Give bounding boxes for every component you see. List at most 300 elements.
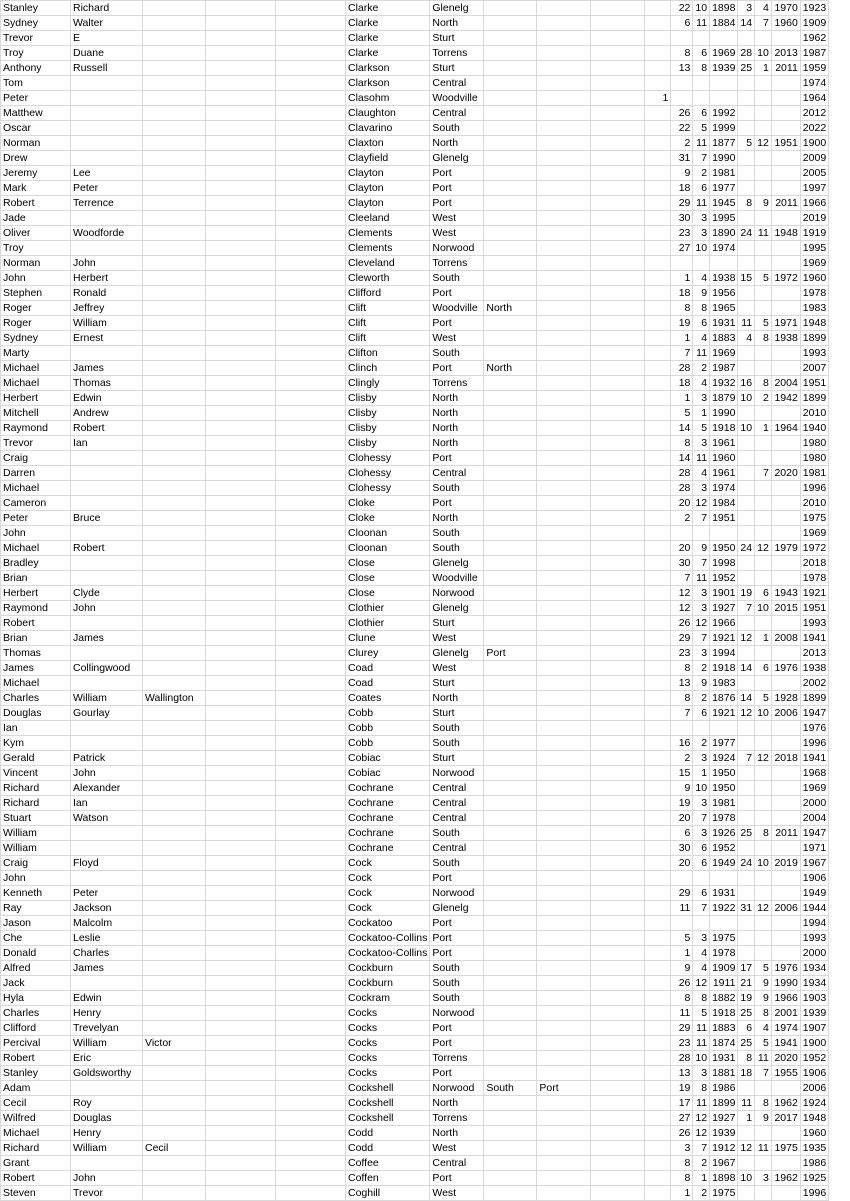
- table-cell[interactable]: [484, 991, 537, 1006]
- table-cell[interactable]: 11: [738, 316, 755, 331]
- table-cell[interactable]: 6: [738, 1021, 755, 1036]
- table-cell[interactable]: 1874: [710, 1036, 738, 1051]
- table-cell[interactable]: [645, 121, 671, 136]
- table-cell[interactable]: 1981: [710, 166, 738, 181]
- table-cell[interactable]: [206, 181, 276, 196]
- table-cell[interactable]: [206, 826, 276, 841]
- table-cell[interactable]: [484, 331, 537, 346]
- table-cell[interactable]: [276, 901, 346, 916]
- table-cell[interactable]: 12: [755, 136, 772, 151]
- table-cell[interactable]: [484, 1171, 537, 1186]
- table-cell[interactable]: 1983: [710, 676, 738, 691]
- table-cell[interactable]: 8: [671, 436, 693, 451]
- table-cell[interactable]: [276, 1141, 346, 1156]
- table-cell[interactable]: 9: [671, 781, 693, 796]
- table-cell[interactable]: 1949: [710, 856, 738, 871]
- table-cell[interactable]: 8: [693, 1081, 710, 1096]
- table-cell[interactable]: 20: [671, 856, 693, 871]
- table-cell[interactable]: 19: [671, 796, 693, 811]
- table-cell[interactable]: [484, 616, 537, 631]
- table-cell[interactable]: [276, 1096, 346, 1111]
- table-cell[interactable]: 10: [693, 1, 710, 16]
- table-cell[interactable]: 31: [738, 901, 755, 916]
- table-cell[interactable]: [755, 676, 772, 691]
- table-cell[interactable]: [755, 451, 772, 466]
- table-cell[interactable]: Edwin: [71, 991, 143, 1006]
- table-cell[interactable]: [645, 1111, 671, 1126]
- table-cell[interactable]: 1924: [800, 1096, 828, 1111]
- table-cell[interactable]: [537, 106, 591, 121]
- table-cell[interactable]: 1: [671, 271, 693, 286]
- table-cell[interactable]: [537, 1111, 591, 1126]
- table-cell[interactable]: 1966: [710, 616, 738, 631]
- table-cell[interactable]: [645, 31, 671, 46]
- table-cell[interactable]: [693, 91, 710, 106]
- table-cell[interactable]: 2013: [800, 646, 828, 661]
- table-cell[interactable]: [591, 946, 645, 961]
- table-cell[interactable]: 6: [755, 661, 772, 676]
- table-cell[interactable]: Roy: [71, 1096, 143, 1111]
- table-cell[interactable]: 1898: [710, 1, 738, 16]
- table-cell[interactable]: [276, 211, 346, 226]
- table-cell[interactable]: Douglas: [1, 706, 71, 721]
- table-cell[interactable]: [645, 466, 671, 481]
- table-cell[interactable]: Stuart: [1, 811, 71, 826]
- table-cell[interactable]: [71, 526, 143, 541]
- table-cell[interactable]: 7: [738, 601, 755, 616]
- table-cell[interactable]: Percival: [1, 1036, 71, 1051]
- table-cell[interactable]: [206, 571, 276, 586]
- table-cell[interactable]: Oscar: [1, 121, 71, 136]
- table-cell[interactable]: [645, 46, 671, 61]
- table-cell[interactable]: [693, 526, 710, 541]
- table-cell[interactable]: [591, 1096, 645, 1111]
- table-cell[interactable]: 5: [755, 1036, 772, 1051]
- table-cell[interactable]: 2006: [771, 706, 800, 721]
- table-cell[interactable]: Clayton: [346, 166, 430, 181]
- table-cell[interactable]: 8: [671, 46, 693, 61]
- table-cell[interactable]: 1987: [710, 361, 738, 376]
- table-cell[interactable]: Cloke: [346, 511, 430, 526]
- table-cell[interactable]: [537, 151, 591, 166]
- table-cell[interactable]: [645, 736, 671, 751]
- table-cell[interactable]: [755, 931, 772, 946]
- table-cell[interactable]: [591, 61, 645, 76]
- table-cell[interactable]: [771, 1126, 800, 1141]
- table-cell[interactable]: [276, 376, 346, 391]
- table-cell[interactable]: Troy: [1, 241, 71, 256]
- table-cell[interactable]: [143, 811, 206, 826]
- table-cell[interactable]: 1980: [800, 451, 828, 466]
- table-cell[interactable]: 1990: [710, 406, 738, 421]
- table-cell[interactable]: [771, 721, 800, 736]
- table-cell[interactable]: [484, 421, 537, 436]
- table-cell[interactable]: 28: [738, 46, 755, 61]
- table-cell[interactable]: [591, 691, 645, 706]
- table-cell[interactable]: Sydney: [1, 331, 71, 346]
- table-cell[interactable]: [143, 1126, 206, 1141]
- table-cell[interactable]: [206, 361, 276, 376]
- table-cell[interactable]: 2015: [771, 601, 800, 616]
- table-cell[interactable]: Cleveland: [346, 256, 430, 271]
- table-cell[interactable]: John: [1, 271, 71, 286]
- table-cell[interactable]: 1978: [710, 811, 738, 826]
- table-cell[interactable]: Cobiac: [346, 751, 430, 766]
- table-cell[interactable]: [645, 1141, 671, 1156]
- table-cell[interactable]: [537, 721, 591, 736]
- table-cell[interactable]: [143, 301, 206, 316]
- table-cell[interactable]: Ian: [1, 721, 71, 736]
- table-cell[interactable]: [771, 406, 800, 421]
- table-cell[interactable]: Clements: [346, 226, 430, 241]
- table-cell[interactable]: Clarkson: [346, 76, 430, 91]
- table-cell[interactable]: [645, 16, 671, 31]
- table-cell[interactable]: Donald: [1, 946, 71, 961]
- table-cell[interactable]: [645, 1006, 671, 1021]
- table-cell[interactable]: [645, 136, 671, 151]
- table-cell[interactable]: [276, 721, 346, 736]
- table-cell[interactable]: 2022: [800, 121, 828, 136]
- table-cell[interactable]: 1938: [771, 331, 800, 346]
- table-cell[interactable]: [755, 1126, 772, 1141]
- table-cell[interactable]: [537, 616, 591, 631]
- table-cell[interactable]: Central: [430, 106, 484, 121]
- table-cell[interactable]: 6: [693, 46, 710, 61]
- table-cell[interactable]: [537, 1066, 591, 1081]
- table-cell[interactable]: 1900: [800, 136, 828, 151]
- table-cell[interactable]: [484, 376, 537, 391]
- table-cell[interactable]: [537, 691, 591, 706]
- table-cell[interactable]: [537, 541, 591, 556]
- table-cell[interactable]: [143, 271, 206, 286]
- table-cell[interactable]: [738, 301, 755, 316]
- table-cell[interactable]: 1948: [800, 1111, 828, 1126]
- table-cell[interactable]: [771, 286, 800, 301]
- table-cell[interactable]: [671, 256, 693, 271]
- table-cell[interactable]: [484, 796, 537, 811]
- table-cell[interactable]: Charles: [1, 1006, 71, 1021]
- table-cell[interactable]: [143, 376, 206, 391]
- table-cell[interactable]: Cobb: [346, 706, 430, 721]
- table-cell[interactable]: [206, 586, 276, 601]
- table-cell[interactable]: North: [430, 16, 484, 31]
- table-cell[interactable]: [591, 1006, 645, 1021]
- table-cell[interactable]: [537, 301, 591, 316]
- table-cell[interactable]: [143, 541, 206, 556]
- table-cell[interactable]: Norwood: [430, 886, 484, 901]
- table-cell[interactable]: [591, 1051, 645, 1066]
- table-cell[interactable]: Port: [430, 931, 484, 946]
- table-cell[interactable]: [755, 181, 772, 196]
- table-cell[interactable]: [645, 211, 671, 226]
- table-cell[interactable]: 1993: [800, 346, 828, 361]
- table-cell[interactable]: Jeffrey: [71, 301, 143, 316]
- table-cell[interactable]: [484, 886, 537, 901]
- table-cell[interactable]: 7: [671, 571, 693, 586]
- table-cell[interactable]: 1922: [710, 901, 738, 916]
- table-cell[interactable]: [591, 1156, 645, 1171]
- table-cell[interactable]: 1945: [710, 196, 738, 211]
- table-cell[interactable]: [484, 1006, 537, 1021]
- table-cell[interactable]: 2: [693, 736, 710, 751]
- table-cell[interactable]: 1959: [800, 61, 828, 76]
- table-cell[interactable]: [206, 106, 276, 121]
- table-cell[interactable]: [591, 136, 645, 151]
- table-cell[interactable]: [143, 406, 206, 421]
- table-cell[interactable]: [738, 211, 755, 226]
- table-cell[interactable]: Glenelg: [430, 151, 484, 166]
- table-cell[interactable]: 3: [693, 586, 710, 601]
- table-cell[interactable]: [206, 331, 276, 346]
- table-cell[interactable]: [143, 781, 206, 796]
- table-cell[interactable]: Kenneth: [1, 886, 71, 901]
- table-cell[interactable]: [591, 346, 645, 361]
- table-cell[interactable]: [276, 451, 346, 466]
- table-cell[interactable]: [645, 1036, 671, 1051]
- table-cell[interactable]: [206, 301, 276, 316]
- table-cell[interactable]: 1938: [800, 661, 828, 676]
- table-cell[interactable]: [738, 106, 755, 121]
- table-cell[interactable]: [771, 76, 800, 91]
- table-cell[interactable]: Port: [430, 1021, 484, 1036]
- table-cell[interactable]: Cochrane: [346, 796, 430, 811]
- table-cell[interactable]: [206, 1006, 276, 1021]
- table-cell[interactable]: [484, 856, 537, 871]
- table-cell[interactable]: [645, 991, 671, 1006]
- table-cell[interactable]: 1968: [800, 766, 828, 781]
- table-cell[interactable]: Norwood: [430, 1006, 484, 1021]
- table-cell[interactable]: 9: [755, 1111, 772, 1126]
- table-cell[interactable]: 11: [671, 901, 693, 916]
- table-cell[interactable]: 1967: [800, 856, 828, 871]
- table-cell[interactable]: [537, 196, 591, 211]
- table-cell[interactable]: 1924: [710, 751, 738, 766]
- table-cell[interactable]: Clifford: [1, 1021, 71, 1036]
- table-cell[interactable]: Norwood: [430, 586, 484, 601]
- table-cell[interactable]: [276, 541, 346, 556]
- table-cell[interactable]: 3: [693, 211, 710, 226]
- table-cell[interactable]: 1950: [710, 781, 738, 796]
- table-cell[interactable]: [591, 436, 645, 451]
- table-cell[interactable]: [537, 406, 591, 421]
- table-cell[interactable]: South: [484, 1081, 537, 1096]
- table-cell[interactable]: William: [71, 316, 143, 331]
- table-cell[interactable]: [738, 121, 755, 136]
- table-cell[interactable]: 18: [671, 376, 693, 391]
- table-cell[interactable]: 1901: [710, 586, 738, 601]
- table-cell[interactable]: [484, 496, 537, 511]
- table-cell[interactable]: [645, 406, 671, 421]
- table-cell[interactable]: 2006: [771, 901, 800, 916]
- table-cell[interactable]: 1912: [710, 1141, 738, 1156]
- table-cell[interactable]: Trevelyan: [71, 1021, 143, 1036]
- table-cell[interactable]: 1: [645, 91, 671, 106]
- table-cell[interactable]: [771, 301, 800, 316]
- table-cell[interactable]: 1996: [800, 1186, 828, 1201]
- table-cell[interactable]: [591, 256, 645, 271]
- table-cell[interactable]: Alfred: [1, 961, 71, 976]
- table-cell[interactable]: [276, 421, 346, 436]
- table-cell[interactable]: Brian: [1, 631, 71, 646]
- table-cell[interactable]: [591, 466, 645, 481]
- table-cell[interactable]: Central: [430, 1156, 484, 1171]
- table-cell[interactable]: Michael: [1, 541, 71, 556]
- table-cell[interactable]: Clift: [346, 301, 430, 316]
- table-cell[interactable]: 1966: [771, 991, 800, 1006]
- table-cell[interactable]: Cloke: [346, 496, 430, 511]
- table-cell[interactable]: [738, 1126, 755, 1141]
- table-cell[interactable]: [206, 541, 276, 556]
- table-cell[interactable]: Torrens: [430, 1051, 484, 1066]
- table-cell[interactable]: [645, 811, 671, 826]
- table-cell[interactable]: [537, 856, 591, 871]
- table-cell[interactable]: [206, 856, 276, 871]
- table-cell[interactable]: [71, 871, 143, 886]
- table-cell[interactable]: Clingly: [346, 376, 430, 391]
- table-cell[interactable]: 11: [693, 451, 710, 466]
- table-cell[interactable]: 1952: [800, 1051, 828, 1066]
- table-cell[interactable]: [537, 1006, 591, 1021]
- table-cell[interactable]: Sturt: [430, 31, 484, 46]
- table-cell[interactable]: 1978: [710, 946, 738, 961]
- table-cell[interactable]: [738, 361, 755, 376]
- table-cell[interactable]: [71, 1081, 143, 1096]
- table-cell[interactable]: [537, 286, 591, 301]
- table-cell[interactable]: [276, 61, 346, 76]
- table-cell[interactable]: [645, 886, 671, 901]
- table-cell[interactable]: [738, 496, 755, 511]
- table-cell[interactable]: 2019: [800, 211, 828, 226]
- table-cell[interactable]: [537, 496, 591, 511]
- table-cell[interactable]: 1962: [771, 1096, 800, 1111]
- table-cell[interactable]: [206, 451, 276, 466]
- table-cell[interactable]: 10: [755, 601, 772, 616]
- table-cell[interactable]: [143, 901, 206, 916]
- table-cell[interactable]: 4: [755, 1021, 772, 1036]
- table-cell[interactable]: 22: [671, 121, 693, 136]
- table-cell[interactable]: 1903: [800, 991, 828, 1006]
- table-cell[interactable]: [276, 886, 346, 901]
- table-cell[interactable]: [537, 661, 591, 676]
- table-cell[interactable]: Michael: [1, 376, 71, 391]
- table-cell[interactable]: Cochrane: [346, 811, 430, 826]
- table-cell[interactable]: 1921: [710, 706, 738, 721]
- table-cell[interactable]: [276, 496, 346, 511]
- table-cell[interactable]: 8: [671, 1171, 693, 1186]
- table-cell[interactable]: William: [71, 1036, 143, 1051]
- table-cell[interactable]: [71, 211, 143, 226]
- table-cell[interactable]: Robert: [1, 1051, 71, 1066]
- table-cell[interactable]: Grant: [1, 1156, 71, 1171]
- table-cell[interactable]: Norwood: [430, 766, 484, 781]
- table-cell[interactable]: [276, 931, 346, 946]
- table-cell[interactable]: 7: [671, 346, 693, 361]
- table-cell[interactable]: [143, 121, 206, 136]
- table-cell[interactable]: West: [430, 1186, 484, 1201]
- table-cell[interactable]: Port: [430, 316, 484, 331]
- table-cell[interactable]: [143, 331, 206, 346]
- table-cell[interactable]: 1899: [800, 691, 828, 706]
- table-cell[interactable]: 7: [738, 751, 755, 766]
- table-cell[interactable]: [771, 436, 800, 451]
- table-cell[interactable]: [645, 976, 671, 991]
- table-cell[interactable]: [591, 676, 645, 691]
- table-cell[interactable]: Peter: [1, 511, 71, 526]
- table-cell[interactable]: 1981: [710, 796, 738, 811]
- table-cell[interactable]: [143, 916, 206, 931]
- table-cell[interactable]: 1952: [710, 841, 738, 856]
- table-cell[interactable]: 7: [693, 631, 710, 646]
- table-cell[interactable]: North: [430, 391, 484, 406]
- table-cell[interactable]: [738, 181, 755, 196]
- table-cell[interactable]: [738, 766, 755, 781]
- table-cell[interactable]: Herbert: [1, 586, 71, 601]
- table-cell[interactable]: [645, 1186, 671, 1201]
- table-cell[interactable]: [537, 166, 591, 181]
- table-cell[interactable]: 1: [755, 61, 772, 76]
- table-cell[interactable]: [206, 946, 276, 961]
- table-cell[interactable]: Clayfield: [346, 151, 430, 166]
- table-cell[interactable]: [206, 496, 276, 511]
- table-cell[interactable]: 23: [671, 226, 693, 241]
- table-cell[interactable]: [484, 1156, 537, 1171]
- table-cell[interactable]: Stanley: [1, 1, 71, 16]
- table-cell[interactable]: [591, 106, 645, 121]
- table-cell[interactable]: [71, 676, 143, 691]
- table-cell[interactable]: South: [430, 976, 484, 991]
- table-cell[interactable]: 5: [671, 406, 693, 421]
- table-cell[interactable]: 1974: [800, 76, 828, 91]
- table-cell[interactable]: [276, 196, 346, 211]
- table-cell[interactable]: [591, 631, 645, 646]
- table-cell[interactable]: 1: [693, 766, 710, 781]
- table-cell[interactable]: [206, 1141, 276, 1156]
- table-cell[interactable]: 2: [693, 691, 710, 706]
- table-cell[interactable]: Close: [346, 556, 430, 571]
- table-cell[interactable]: 1935: [800, 1141, 828, 1156]
- table-cell[interactable]: [143, 706, 206, 721]
- table-cell[interactable]: Clayton: [346, 196, 430, 211]
- table-cell[interactable]: South: [430, 721, 484, 736]
- table-cell[interactable]: 1938: [710, 271, 738, 286]
- table-cell[interactable]: Clift: [346, 331, 430, 346]
- table-cell[interactable]: 1: [671, 946, 693, 961]
- table-cell[interactable]: [755, 301, 772, 316]
- table-cell[interactable]: Goldsworthy: [71, 1066, 143, 1081]
- table-cell[interactable]: John: [1, 526, 71, 541]
- table-cell[interactable]: [645, 481, 671, 496]
- table-cell[interactable]: Cleworth: [346, 271, 430, 286]
- table-cell[interactable]: 29: [671, 196, 693, 211]
- table-cell[interactable]: [755, 811, 772, 826]
- table-cell[interactable]: [771, 646, 800, 661]
- table-cell[interactable]: Clayton: [346, 181, 430, 196]
- table-cell[interactable]: 8: [693, 301, 710, 316]
- table-cell[interactable]: 9: [693, 286, 710, 301]
- table-cell[interactable]: [484, 721, 537, 736]
- table-cell[interactable]: [206, 136, 276, 151]
- table-cell[interactable]: Woodville: [430, 91, 484, 106]
- table-cell[interactable]: 1941: [800, 631, 828, 646]
- table-cell[interactable]: Charles: [71, 946, 143, 961]
- table-cell[interactable]: 3: [693, 646, 710, 661]
- table-cell[interactable]: 12: [693, 976, 710, 991]
- table-cell[interactable]: [771, 796, 800, 811]
- table-cell[interactable]: [738, 481, 755, 496]
- table-cell[interactable]: Clisby: [346, 421, 430, 436]
- table-cell[interactable]: [645, 286, 671, 301]
- table-cell[interactable]: Torrens: [430, 1111, 484, 1126]
